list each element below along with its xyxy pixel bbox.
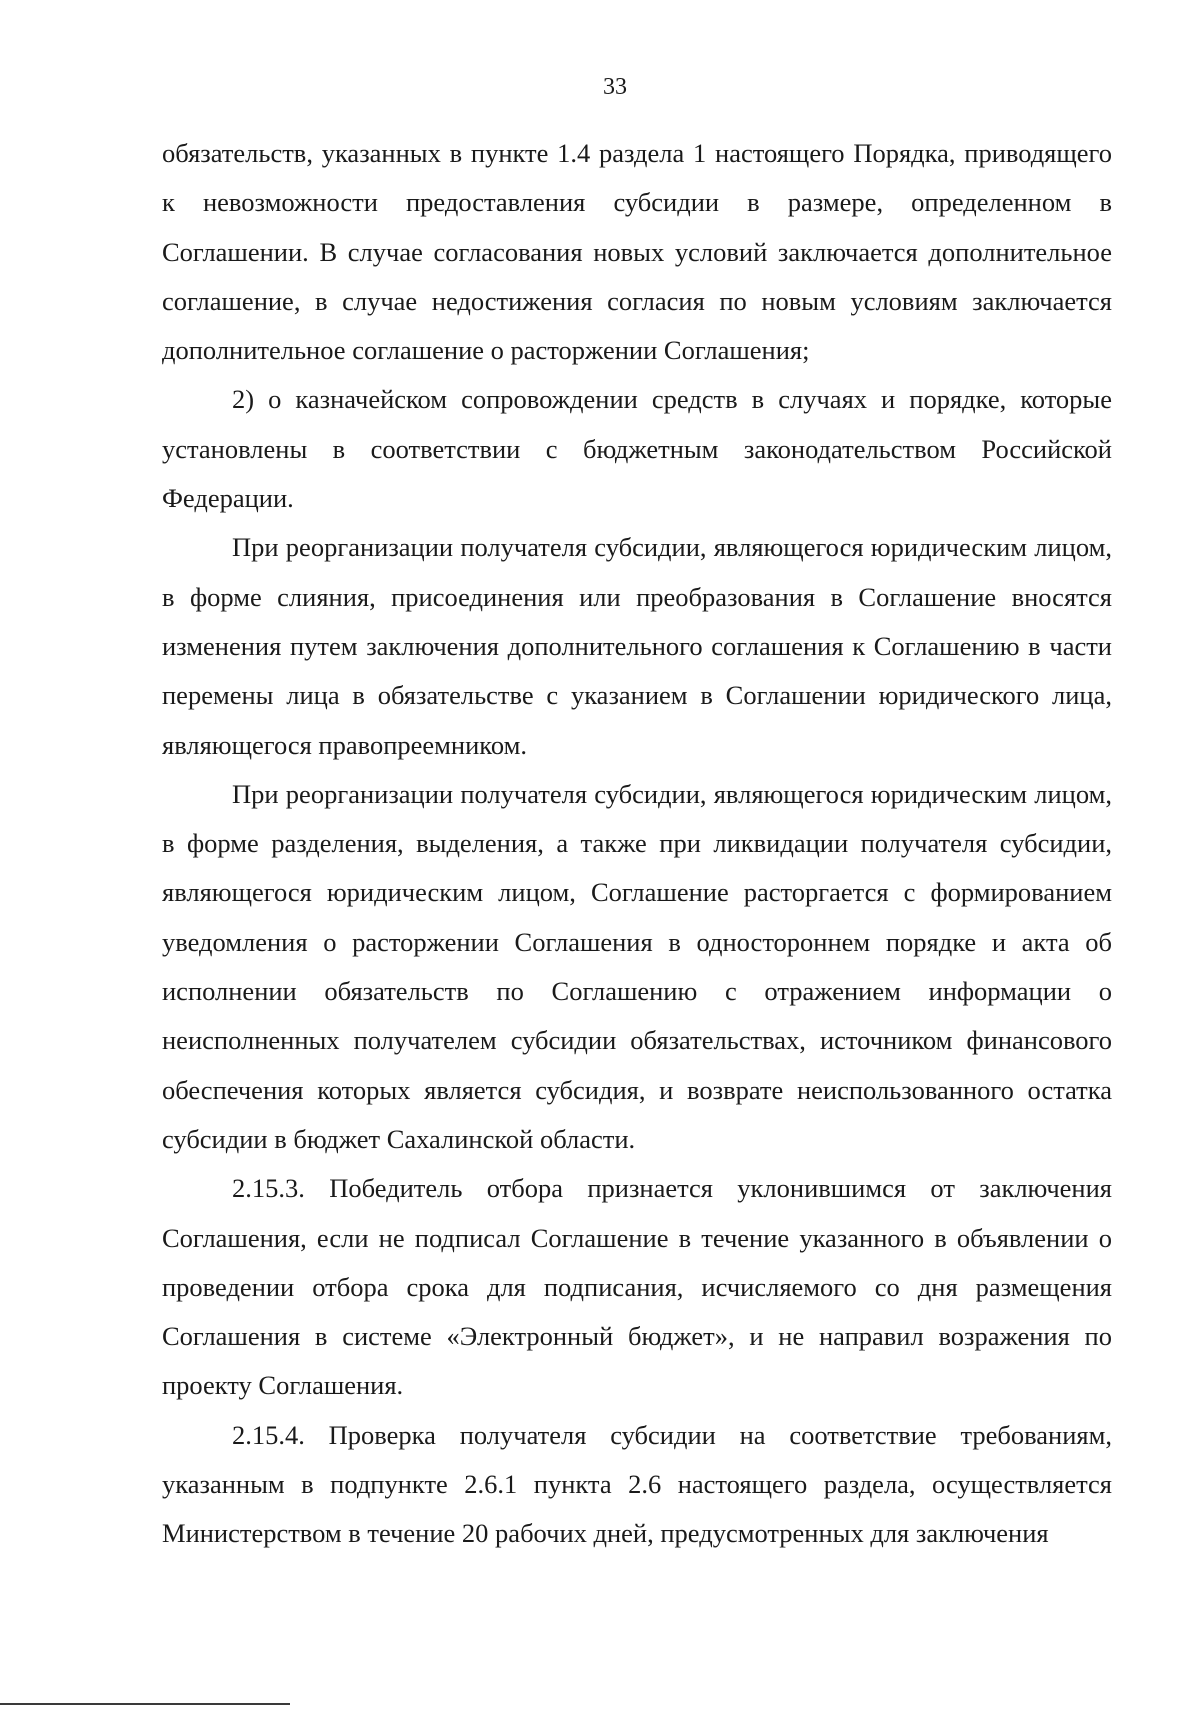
paragraph-2-15-3: 2.15.3. Победитель отбора признается уклонившимся от заключения Соглашения, если не подписал Соглашение в течение указанного в объявлении о проведении отбора срока для подписания, исчисляемого со дня размещения Соглашения в системе «Электронный бюджет», и не направил возражения по проекту Соглашения.: [162, 1173, 1112, 1401]
paragraph-treasury-support: 2) о казначейском сопровождении средств в случаях и порядке, которые установлены в соответствии с бюджетным законодательством Российской Федерации.: [162, 384, 1112, 514]
paragraph-2-15-4: 2.15.4. Проверка получателя субсидии на соответствие требованиям, указанным в подпункте 2.6.1 пункта 2.6 настоящего раздела, осуществляется Министерством в течение 20 рабочих дней, предусмотренных для заключения: [162, 1419, 1112, 1549]
document-body: [162, 129, 1112, 1559]
paragraph-reorganization-merger: При реорганизации получателя субсидии, являющегося юридическим лицом, в форме слияния, присоединения или преобразования в Соглашение вносятся изменения путем заключения дополнительного соглашения к Соглашению в части перемены лица в обязательстве с указанием в Соглашении юридического лица, являющегося правопреемником.: [162, 532, 1112, 760]
paragraph-continuation: обязательств, указанных в пункте 1.4 раздела 1 настоящего Порядка, приводящего к невозможности предоставления субсидии в размере, определенном в Соглашении. В случае согласования новых условий заключается дополнительное соглашение, в случае недостижения согласия по новым условиям заключается дополнительное соглашение о расторжении Соглашения;: [162, 138, 1112, 366]
bottom-divider: [0, 1703, 290, 1705]
paragraph-reorganization-division: При реорганизации получателя субсидии, являющегося юридическим лицом, в форме разделения, выделения, а также при ликвидации получателя субсидии, являющегося юридическим лицом, Соглашение расторгается с формированием уведомления о расторжении Соглашения в одностороннем порядке и акта об исполнении обязательств по Соглашению с отражением информации о неисполненных получателем субсидии обязательствах, источником финансового обеспечения которых является субсидия, и возврате неиспользованного остатка субсидии в бюджет Сахалинской области.: [162, 778, 1112, 1154]
page-number: 33: [603, 74, 627, 100]
